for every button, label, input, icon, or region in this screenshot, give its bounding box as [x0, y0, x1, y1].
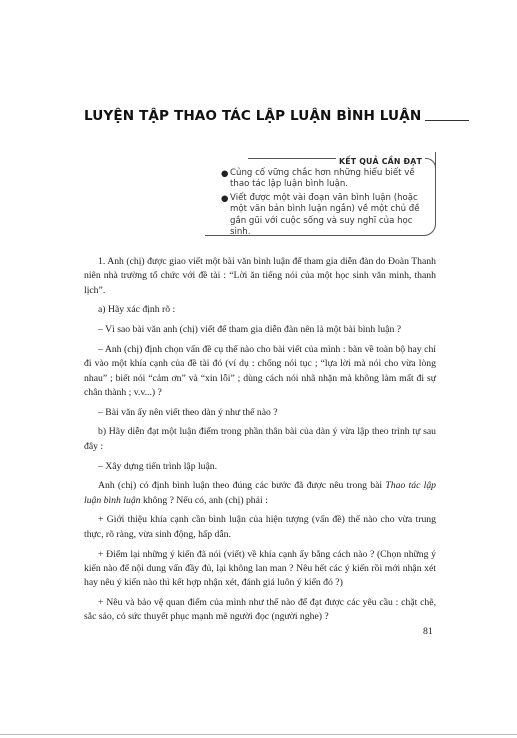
step-introduce: + Giới thiệu khía cạnh cần bình luận của hiện tượng (vấn đề) thế nào cho vừa trung thực, rõ ràng, vừa sinh động, hấp dẫn. [84, 514, 436, 540]
objectives-title: KẾT QUẢ CẦN ĐẠT [339, 157, 422, 166]
question-text: Anh (chị) có định bình luận theo đúng các bước đã được nêu trong bài [98, 480, 386, 492]
section-heading [84, 108, 469, 124]
objective-item [221, 168, 427, 191]
objective-text: Viết được một vài đoạn văn bình luận (hoặc một văn bản bình luận ngắn) về một chủ đề gần gũi với cuộc sống và suy nghĩ của học sinh. [230, 192, 420, 238]
task-a-question-2: – Anh (chị) định chọn vấn đề cụ thể nào cho bài viết của mình : bàn về toàn bộ hay chỉ đi vào một khía cạnh của đề tài đó (ví dụ : chống nói tục ; “lựa lời mà nói cho vừa lòng nhau” ; biết nói “cảm ơn” và “xin lỗi” ; dùng cách nói nhã nhặn mà không làm mất đi sự chân thành ; v.v...) ? [84, 343, 436, 398]
task-a-question-1: – Vì sao bài văn anh (chị) viết để tham gia diễn đàn nên là một bài bình luận ? [98, 324, 402, 336]
objectives-title-wrap [336, 151, 425, 169]
exercise-1-prompt: 1. Anh (chị) được giao viết một bài văn bình luận để tham gia diễn đàn do Đoàn Thanh niên nhà trường tổ chức với đề tài : “Lời ăn tiếng nói của một học sinh văn minh, thanh lịch”. [84, 256, 436, 296]
heading-underline [425, 120, 469, 121]
task-b-question [84, 479, 436, 508]
lesson-title-italic: Thao tác lập luận bình luận [84, 480, 437, 506]
objective-item [221, 193, 427, 239]
bullet-dot-icon: ● [221, 169, 229, 179]
step-defend-view: + Nêu và bảo vệ quan điểm của mình như thế nào để đạt được các yêu cầu : chặt chẽ, sắc sảo, có sức thuyết phục mạnh mẽ người đọc (người nghe) ? [84, 596, 436, 623]
page-edge-line [0, 734, 517, 735]
task-a-question-3: – Bài văn ấy nên viết theo dàn ý như thế nào ? [98, 406, 278, 418]
objectives-list [221, 168, 427, 240]
bullet-dot-icon: ● [221, 193, 229, 204]
question-text: không ? Nếu có, anh (chị) phải : [140, 494, 268, 506]
objective-text: Củng cố vững chắc hơn những hiểu biết về thao tác lập luận bình luận. [230, 168, 415, 190]
task-b-label: b) Hãy diễn đạt một luận điểm trong phần thân bài của dàn ý vừa lập theo trình tự sau đây : [84, 426, 436, 452]
page-number: 81 [423, 626, 433, 637]
task-b-step: – Xây dựng tiến trình lập luận. [98, 460, 218, 472]
exercise-body [84, 255, 436, 630]
task-a-label: a) Hãy xác định rõ : [98, 304, 176, 316]
heading-title: LUYỆN TẬP THAO TÁC LẬP LUẬN BÌNH LUẬN [84, 108, 422, 124]
step-review-opinions: + Điểm lại những ý kiến đã nói (viết) về khía cạnh ấy bằng cách nào ? (Chọn những ý kiến nào để nội dung vấn đầy đủ, lại không lan man ? Nêu hết các ý kiến rồi mới nhận xét hay nêu ý kiến nào thì kết hợp nhận xét, đánh giá luôn ý kiến đó ?) [84, 548, 436, 589]
